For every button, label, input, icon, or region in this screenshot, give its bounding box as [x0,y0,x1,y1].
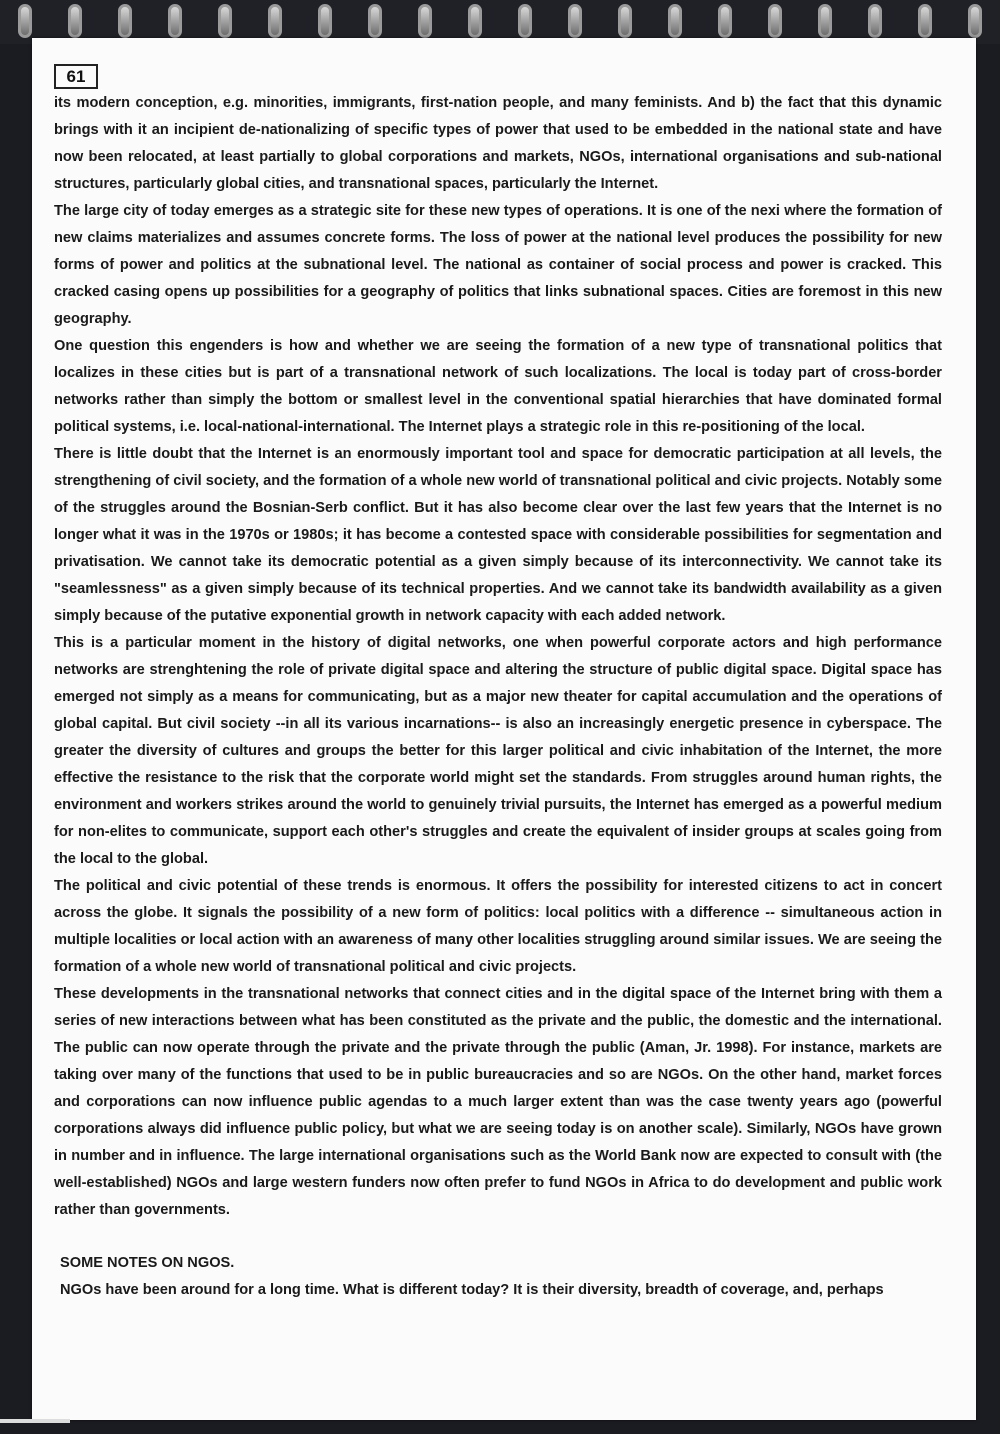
paragraph-7: These developments in the transnational networks that connect cities and in the digital space of the Internet bring with them a series of new interactions between what has been constituted as the private and the public, the domestic and the international. The public can now operate through the private and the private through the public (Aman, Jr. 1998). For instance, markets are taking over many of the functions that used to be in public bureaucracies and so are NGOs. On the other hand, market forces and corporations can now influence public agendas to a much larger extent than was the case twenty years ago (powerful corporations always did influence public policy, but what we are seeing today is on another scale). Similarly, NGOs have grown in number and in influence. The large international organisations such as the World Bank now are expected to consult with (the well-established) NGOs and large western funders now often prefer to fund NGOs in Africa to do development and public work rather than governments. [54,986,942,1218]
body-text [54,90,942,1304]
page-number: 61 [54,64,98,89]
binding-ring [768,4,782,38]
page-edge-mark [0,1419,70,1423]
binding-ring [18,4,32,38]
binding-ring [318,4,332,38]
notebook-page [32,38,976,1420]
paragraph-6: The political and civic potential of these trends is enormous. It offers the possibility for interested citizens to act in concert across the globe. It signals the possibility of a new form of politics: local politics with a difference -- simultaneous action in multiple localities or local action with an awareness of many other localities struggling around similar issues. We are seeing the formation of a whole new world of transnational political and civic projects. [54,878,942,975]
binding-ring [68,4,82,38]
paragraph-1: its modern conception, e.g. minorities, immigrants, first-nation people, and many feminists. And b) the fact that this dynamic brings with it an incipient de-nationalizing of specific types of power that used to be embedded in the national state and have now been relocated, at least partially to global corporations and markets, NGOs, international organisations and sub-national structures, particularly global cities, and transnational spaces, particularly the Internet. [54,95,942,192]
binding-ring [218,4,232,38]
paragraph-2: The large city of today emerges as a strategic site for these new types of operations. It is one of the nexi where the formation of new claims materializes and assumes concrete forms. The loss of power at the national level produces the possibility for new forms of power and politics at the subnational level. The national as container of social process and power is cracked. This cracked casing opens up possibilities for a geography of politics that links subnational spaces. Cities are foremost in this new geography. [54,203,942,327]
section-heading: SOME NOTES ON NGOS. [60,1255,235,1271]
paragraph-5: This is a particular moment in the history of digital networks, one when powerful corporate actors and high performance networks are strenghtening the role of private digital space and altering the structure of public digital space. Digital space has emerged not simply as a means for communicating, but as a major new theater for capital accumulation and the operations of global capital. But civil society --in all its various incarnations-- is also an increasingly energetic presence in cyberspace. The greater the diversity of cultures and groups the better for this larger political and civic inhabitation of the Internet, the more effective the resistance to the risk that the corporate world might set the standards. From struggles around human rights, the environment and workers strikes around the world to genuinely trivial pursuits, the Internet has emerged as a powerful medium for non-elites to communicate, support each other's struggles and create the equivalent of insider groups at scales going from the local to the global. [54,635,942,867]
binding-ring [818,4,832,38]
binding-ring [118,4,132,38]
binding-ring [718,4,732,38]
paragraph-3: One question this engenders is how and whether we are seeing the formation of a new type of transnational politics that localizes in these cities but is part of a transnational network of such localizations. The local is today part of cross-border networks rather than simply the bottom or smallest level in the conventional spatial hierarchies that have dominated formal political systems, i.e. local-national-international. The Internet plays a strategic role in this re-positioning of the local. [54,338,942,435]
paragraph-4: There is little doubt that the Internet is an enormously important tool and space for democratic participation at all levels, the strengthening of civil society, and the formation of a whole new world of transnational political and civic projects. Notably some of the struggles around the Bosnian-Serb conflict. But it has also become clear over the last few years that the Internet is no longer what it was in the 1970s or 1980s; it has become a contested space with considerable possibilities for segmentation and privatisation. We cannot take its democratic potential as a given simply because of its interconnectivity. We cannot take its "seamlessness" as a given simply because of its technical properties. And we cannot take its bandwidth availability as a given simply because of the putative exponential growth in network capacity with each added network. [54,446,942,624]
binding-ring [568,4,582,38]
binding-ring [968,4,982,38]
binding-ring [518,4,532,38]
paragraph-8: NGOs have been around for a long time. What is different today? It is their diversity, breadth of coverage, and, perhaps [60,1282,884,1298]
binding-ring [268,4,282,38]
binding-ring [468,4,482,38]
binding-ring [618,4,632,38]
binding-ring [868,4,882,38]
binding-ring [168,4,182,38]
binding-ring [368,4,382,38]
binding-ring [668,4,682,38]
binding-ring [418,4,432,38]
binding-ring [918,4,932,38]
